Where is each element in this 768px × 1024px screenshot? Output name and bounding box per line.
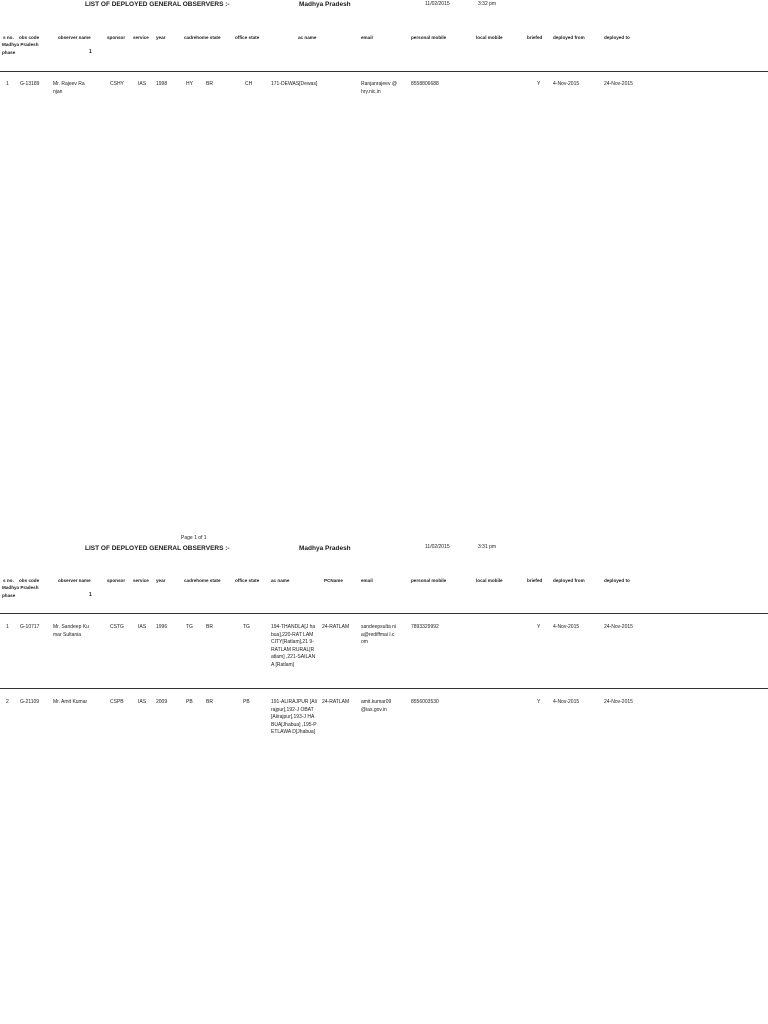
cell-year: 2009: [156, 699, 168, 705]
cell-observer-name: Mr. Sandeep Kumar Sultania: [53, 624, 89, 638]
cell-ac-name: 171-DEWAS[Dewas]: [271, 81, 318, 87]
cell-email: Ranjanrajeev @hry.nic.in: [361, 81, 397, 95]
col-header-year: year: [156, 35, 166, 40]
phase-value: 1: [89, 592, 92, 598]
report-title: LIST OF DEPLOYED GENERAL OBSERVERS :-: [85, 1, 230, 8]
col-header-obs-code: obs code: [19, 578, 40, 583]
phase-label: phase: [2, 593, 16, 598]
header-divider: [0, 71, 768, 72]
col-header-obs-code: obs code: [19, 35, 40, 40]
cell-deployed-to: 24-Nov-2015: [604, 699, 633, 705]
cell-pc-name: 24-RATLAM: [322, 699, 350, 705]
col-header-deployed-to: deployed to: [604, 578, 630, 583]
col-header-deployed-from: deployed from: [553, 578, 585, 583]
col-header-personal-mobile: personal mobile: [411, 578, 447, 583]
cell-obs-code: G-21109: [20, 699, 40, 705]
cell-home-state: BR: [206, 699, 213, 705]
cell-personal-mobile: 7893329992: [411, 624, 439, 630]
cell-office-state: CH: [245, 81, 253, 87]
page-footer: Page 1 of 1: [181, 535, 207, 541]
cell-service: IAS: [138, 699, 147, 705]
cell-email: sandeepsulta nia@rediffmai l.com: [361, 624, 397, 646]
cell-home-state: BR: [206, 81, 213, 87]
cell-pc-name: 24-RATLAM: [322, 624, 350, 630]
cell-home-state: BR: [206, 624, 213, 630]
col-header-briefed: briefed: [527, 35, 543, 40]
col-header-cadre-home-state: cadrehome state: [184, 578, 221, 583]
group-state-label: Madhya Pradesh: [2, 585, 39, 590]
cell-observer-name: Mr. Rajeev Ranjan: [53, 81, 85, 95]
group-state-label: Madhya Pradesh: [2, 42, 39, 47]
col-header-sponsor: sponsor: [107, 35, 126, 40]
col-header-office-state: office state: [235, 35, 260, 40]
col-header-ac-name: ac name: [298, 35, 317, 40]
row-divider: [0, 688, 768, 689]
cell-ac-name: 194-THANDLA[J habua],220-RAT LAM CITY[Ratlam],21 9-RATLAM RURAL[Ratlam] ,221-SAILANA [Ratlam]: [271, 624, 316, 668]
cell-email: amit.kumar09 @ias.gov.in: [361, 699, 392, 713]
col-header-deployed-from: deployed from: [553, 35, 585, 40]
cell-cadre: PB: [186, 699, 193, 705]
col-header-service: service: [133, 35, 149, 40]
cell-deployed-from: 4-Nov-2015: [553, 81, 580, 87]
col-header-sno: s no.: [3, 578, 14, 583]
col-header-pc-name: PCName: [324, 578, 343, 583]
cell-deployed-to: 24-Nov-2015: [604, 624, 633, 630]
cell-cadre: TG: [186, 624, 193, 630]
cell-deployed-from: 4-Nov-2015: [553, 624, 580, 630]
cell-personal-mobile: 8558806688: [411, 81, 439, 87]
cell-cadre: HY: [186, 81, 193, 87]
report-title: LIST OF DEPLOYED GENERAL OBSERVERS :-: [85, 545, 230, 552]
cell-office-state: TG: [243, 624, 250, 630]
cell-sponsor: CSTG: [110, 624, 124, 630]
report-date: 11/02/2015: [425, 1, 450, 7]
cell-year: 1998: [156, 81, 168, 87]
report-date: 11/02/2015: [425, 544, 450, 550]
cell-sno: 2: [6, 699, 9, 705]
col-header-cadre-home-state: cadrehome state: [184, 35, 221, 40]
col-header-service: service: [133, 578, 149, 583]
cell-sno: 1: [6, 624, 9, 630]
col-header-deployed-to: deployed to: [604, 35, 630, 40]
cell-service: IAS: [138, 624, 147, 630]
col-header-briefed: briefed: [527, 578, 543, 583]
cell-obs-code: G-13189: [20, 81, 40, 87]
phase-value: 1: [89, 49, 92, 55]
cell-briefed: Y: [537, 699, 541, 705]
col-header-personal-mobile: personal mobile: [411, 35, 447, 40]
col-header-email: email: [361, 578, 373, 583]
cell-sponsor: CSHY: [110, 81, 124, 87]
cell-observer-name: Mr. Amit Kumar: [53, 699, 88, 705]
cell-deployed-from: 4-Nov-2015: [553, 699, 580, 705]
phase-label: phase: [2, 50, 16, 55]
col-header-local-mobile: local mobile: [476, 578, 503, 583]
cell-year: 1996: [156, 624, 168, 630]
col-header-sponsor: sponsor: [107, 578, 126, 583]
col-header-year: year: [156, 578, 166, 583]
cell-ac-name: 191-ALIRAJPUR [Alirajpur],192-J OBAT [Alirajpur],193-J HABUA[Jhabua] ,195-PETLAWA D[Jhabua]: [271, 699, 317, 736]
cell-deployed-to: 24-Nov-2015: [604, 81, 633, 87]
cell-sno: 1: [6, 81, 9, 87]
cell-service: IAS: [138, 81, 147, 87]
col-header-email: email: [361, 35, 373, 40]
report-time: 3:31 pm: [478, 544, 497, 550]
cell-briefed: Y: [537, 81, 541, 87]
col-header-observer-name: observer name: [58, 35, 91, 40]
cell-office-state: PB: [243, 699, 250, 705]
col-header-local-mobile: local mobile: [476, 35, 503, 40]
header-divider: [0, 613, 768, 614]
col-header-observer-name: observer name: [58, 578, 91, 583]
col-header-office-state: office state: [235, 578, 260, 583]
col-header-sno: s no.: [3, 35, 14, 40]
cell-personal-mobile: 8556003530: [411, 699, 439, 705]
cell-obs-code: G-10717: [20, 624, 40, 630]
report-state: Madhya Pradesh: [299, 1, 351, 8]
cell-sponsor: CSPB: [110, 699, 124, 705]
report-time: 3:32 pm: [478, 1, 497, 7]
report-state: Madhya Pradesh: [299, 545, 351, 552]
cell-briefed: Y: [537, 624, 541, 630]
col-header-ac-name: ac name: [271, 578, 290, 583]
